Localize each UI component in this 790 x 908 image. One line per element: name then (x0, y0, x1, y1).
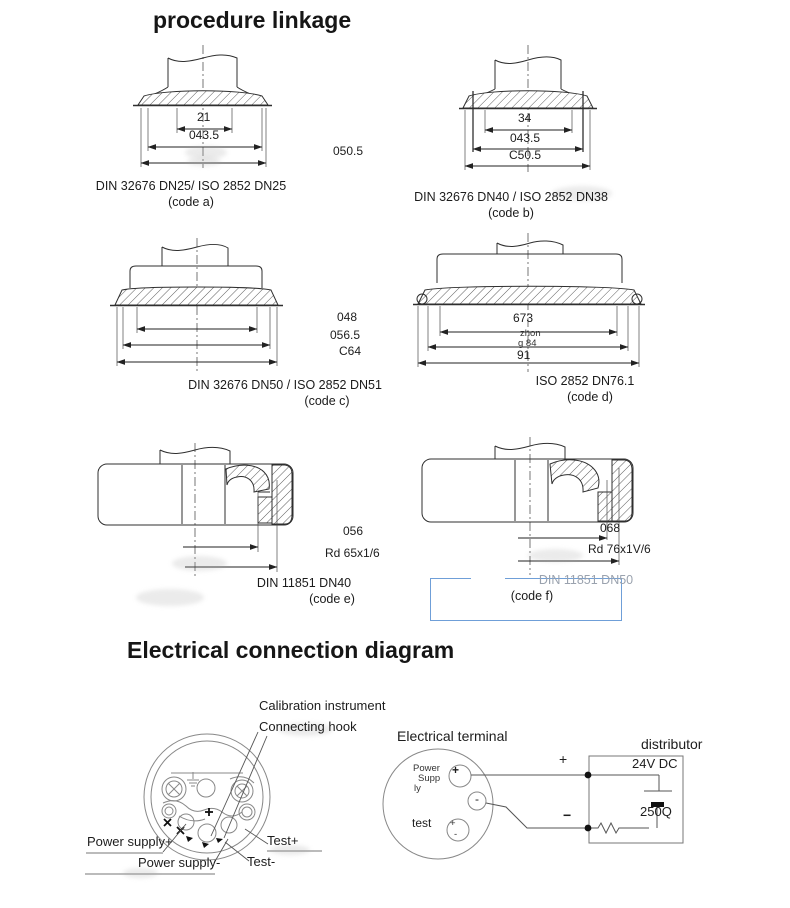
dim-label: 056.5 (330, 328, 361, 342)
smudge-blur (528, 549, 583, 562)
dim-label: Rd 76x1V/6 (588, 542, 651, 556)
test-terminal-plus: + (450, 818, 456, 829)
code-label-e: (code e) (309, 592, 355, 606)
electrical-section-heading: Electrical connection diagram (127, 637, 455, 663)
dim-label: Rd 65x1/6 (325, 546, 380, 560)
dim-label: 91 (517, 348, 531, 362)
caption-code-b: DIN 32676 DN40 / ISO 2852 DN38 (414, 190, 608, 204)
label-power-supply-minus: Power supply- (138, 855, 221, 870)
code-label-b: (code b) (488, 206, 534, 220)
dim-label: 21 (197, 110, 211, 124)
label-electrical-terminal: Electrical terminal (397, 728, 508, 744)
dim-label: 048 (337, 310, 358, 324)
smudge-blur (187, 157, 221, 166)
distributor-label: distributor (641, 736, 703, 752)
label-calibration-instrument: Calibration instrument (259, 698, 386, 713)
dim-label: zhon (520, 328, 541, 339)
terminal-power-text: Supp (418, 773, 441, 784)
caption-code-f: DIN 11851 DN50 (538, 573, 634, 587)
label-test-minus: Test- (247, 854, 276, 869)
dim-label: 043.5 (189, 128, 220, 142)
test-terminal-minus: - (454, 829, 458, 840)
terminal-power-text: ly (414, 783, 421, 794)
dim-label: 056 (343, 524, 364, 538)
junction-plus-label: + (559, 751, 568, 767)
label-connecting-hook: Connecting hook (259, 719, 357, 734)
dim-label: C64 (339, 344, 362, 358)
caption-code-d: ISO 2852 DN76.1 (535, 374, 635, 388)
smudge-blur (136, 589, 204, 606)
terminal-test-text: test (412, 816, 432, 830)
code-label-a: (code a) (168, 195, 214, 209)
caption-code-e: DIN 11851 DN40 (256, 576, 352, 590)
label-power-supply-plus: Power supply+ (87, 834, 173, 849)
voltage-label: 24V DC (632, 756, 678, 771)
dim-label: 050.5 (333, 144, 364, 158)
terminal-minus-sign: - (475, 792, 479, 806)
dim-label: 673 (513, 311, 534, 325)
smudge-blur (172, 556, 227, 571)
label-test-plus: Test+ (267, 833, 299, 848)
code-label-d: (code d) (567, 390, 613, 404)
dim-label: g 84 (518, 338, 537, 349)
junction-minus-label: − (563, 807, 572, 823)
code-label-f: (code f) (510, 589, 554, 603)
terminal-power-text: Power (413, 763, 440, 774)
resistor-label: 250Q (640, 804, 672, 819)
caption-code-c: DIN 32676 DN50 / ISO 2852 DN51 (188, 378, 382, 392)
terminal-plus-sign: + (452, 763, 460, 777)
diagram-c-art (110, 238, 283, 372)
page-title: procedure linkage (153, 7, 352, 33)
dim-label: 34 (518, 111, 532, 125)
dim-label: 043.5 (510, 131, 541, 145)
code-label-c: (code c) (304, 394, 350, 408)
dim-label: 068 (600, 521, 621, 535)
dim-label: C50.5 (509, 148, 542, 162)
caption-code-a: DIN 32676 DN25/ ISO 2852 DN25 (95, 179, 287, 193)
